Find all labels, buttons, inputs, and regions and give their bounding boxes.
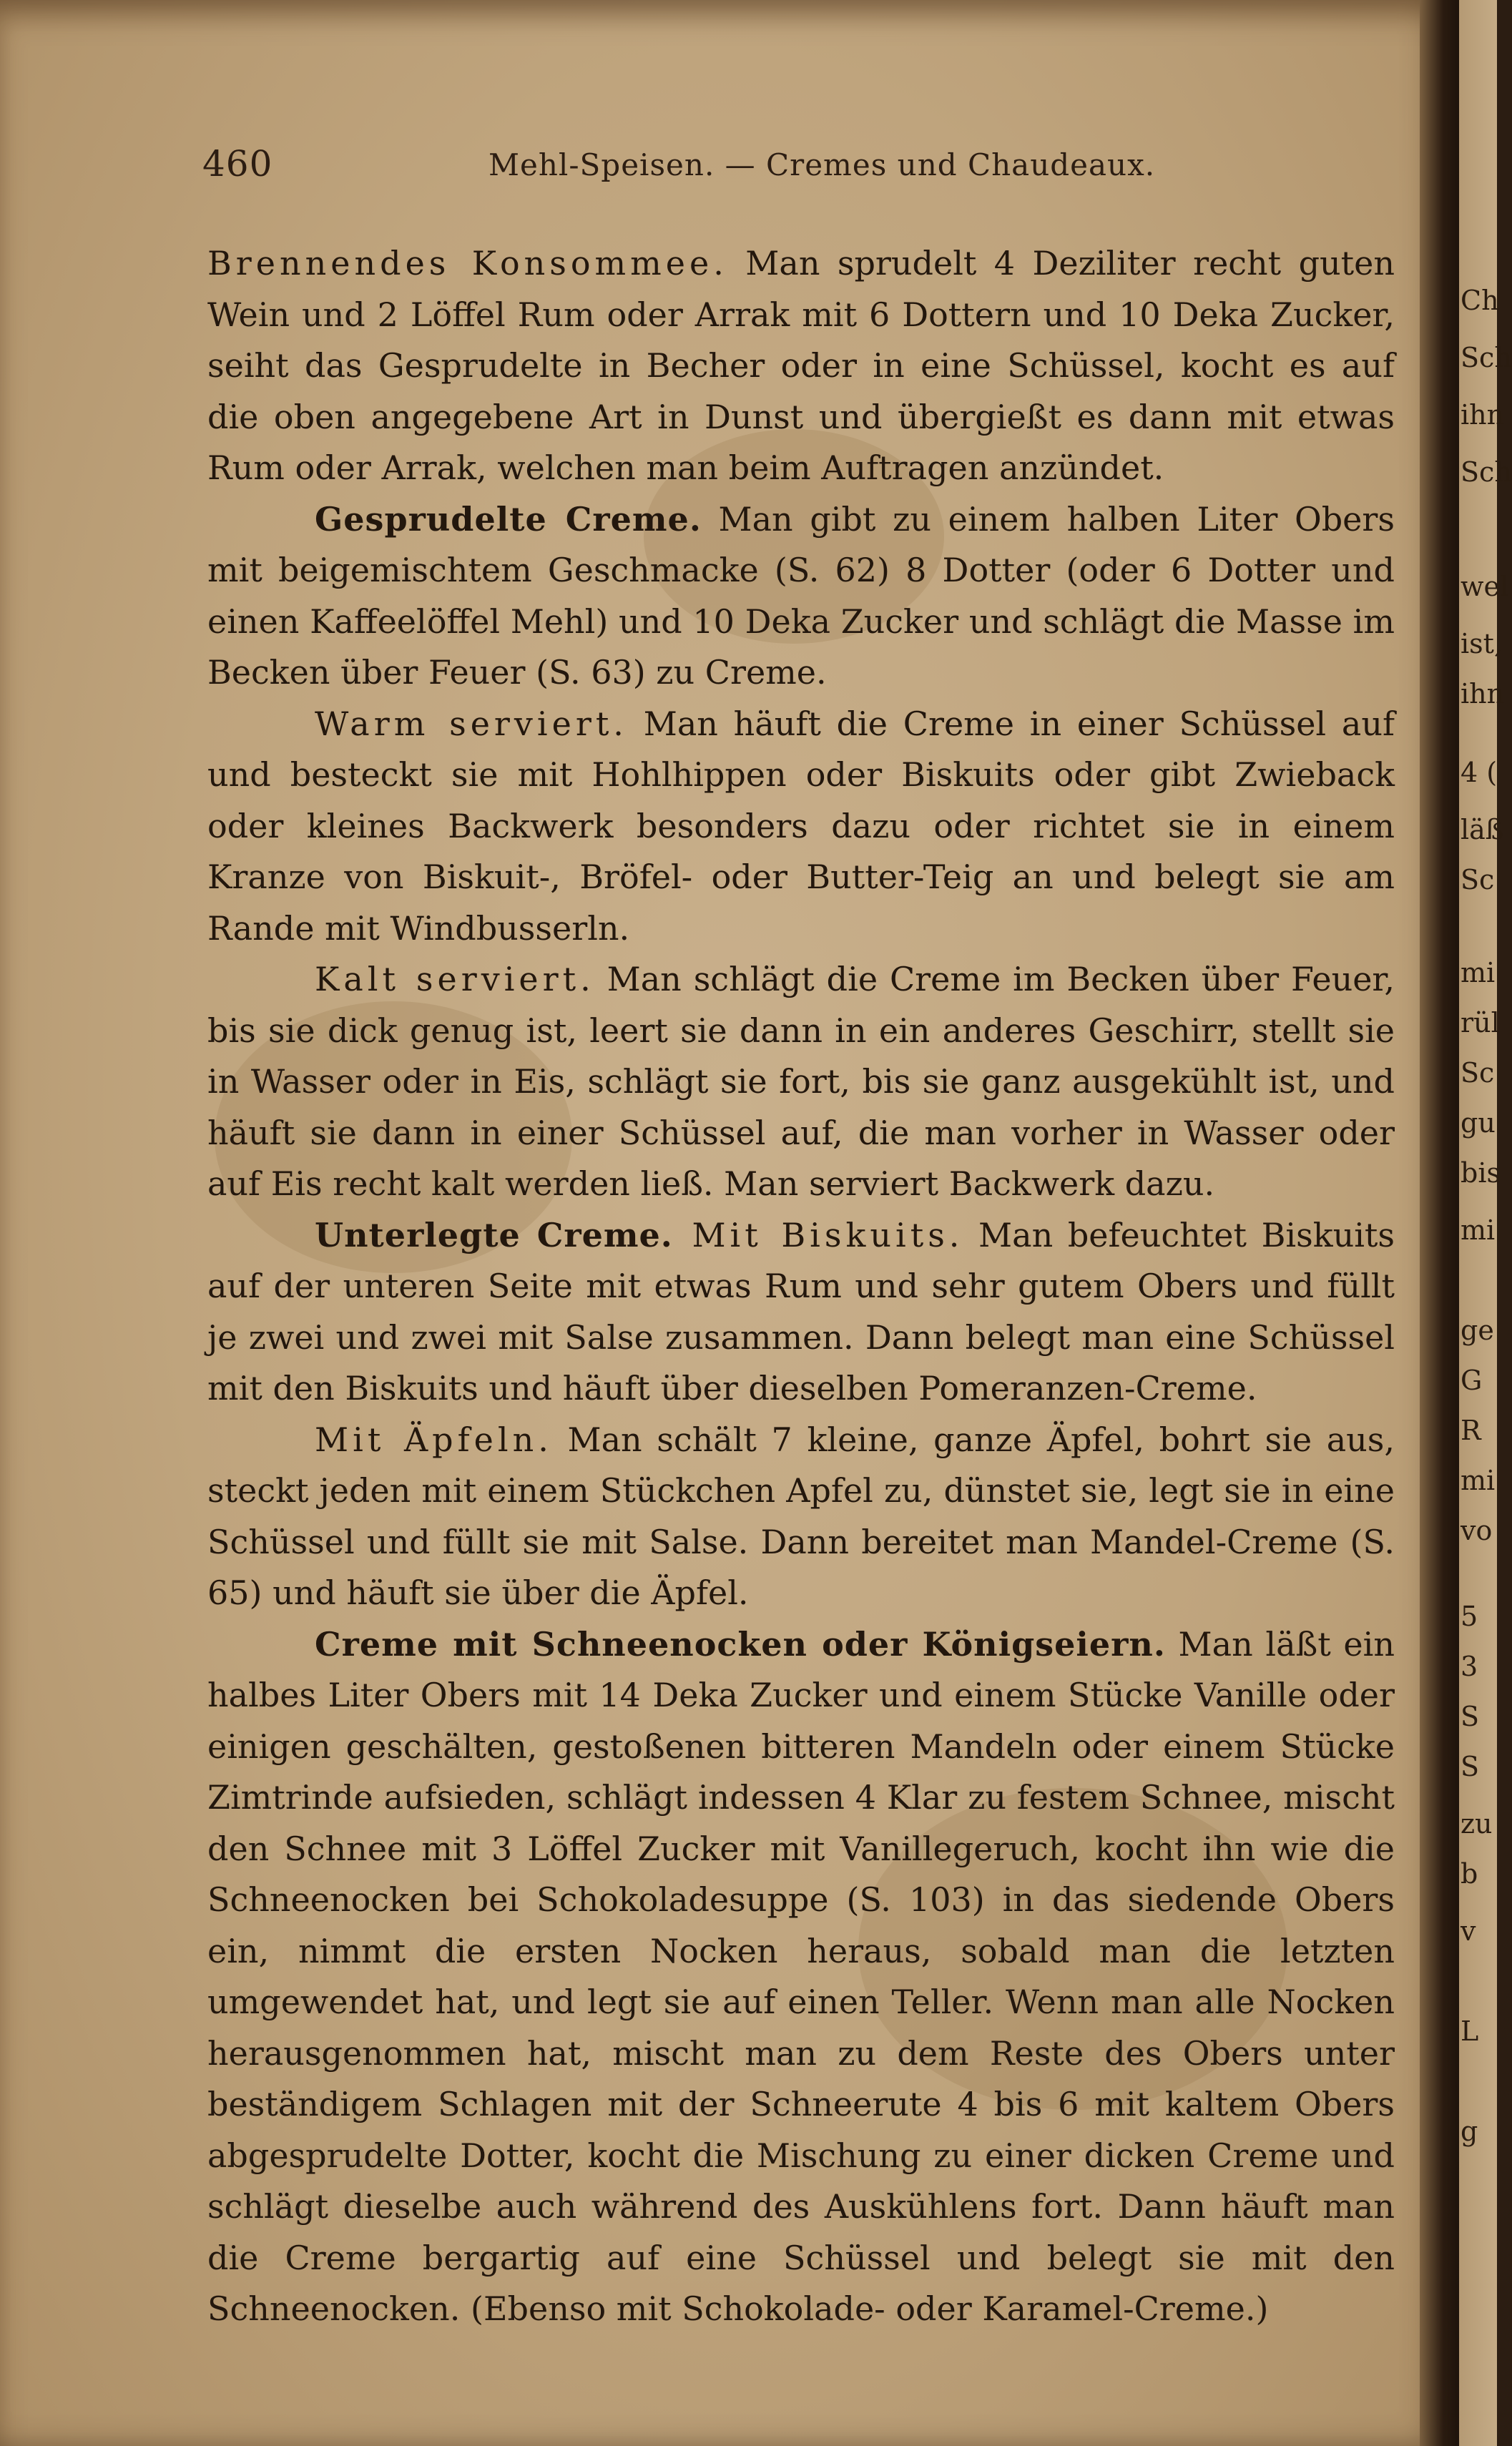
page-header	[202, 143, 1390, 193]
paragraph-text: Man gibt zu einem halben Liter Obers mit beigemischtem Geschmacke (S. 62) 8 Dotter (oder 6 Dotter und einen Kaffeelöffel Mehl) und 10 Deka Zucker und schlägt die Masse im Becken über Feuer (S. 63) zu Creme.	[207, 499, 1395, 692]
paragraph-heading: Gesprudelte Creme.	[315, 499, 702, 539]
next-page-fragment: G	[1461, 1365, 1483, 1396]
paragraph-brennendes-konsommee	[207, 238, 1395, 494]
next-page-fragment: g	[1461, 2116, 1478, 2147]
paragraph-lead: Warm serviert.	[315, 704, 628, 743]
next-page-fragment: gu	[1461, 1107, 1496, 1139]
paragraph-warm-serviert	[207, 699, 1395, 955]
next-page-fragment: ge	[1461, 1315, 1494, 1346]
next-page-fragment: mi	[1461, 1465, 1496, 1496]
next-page-fragment: wel	[1461, 571, 1509, 602]
next-page-edge	[1459, 0, 1512, 2446]
next-page-fragment: Sc	[1461, 1057, 1495, 1089]
next-page-fragment: 3	[1461, 1651, 1478, 1682]
body-text	[207, 238, 1395, 2335]
next-page-fragment: R	[1461, 1415, 1481, 1446]
next-page-fragment: 4 (	[1461, 757, 1498, 788]
next-page-fragment: S	[1461, 1751, 1480, 1782]
paragraph-gesprudelte-creme	[207, 494, 1395, 699]
next-page-fragment: Sch	[1461, 342, 1512, 373]
paragraph-mit-aepfeln	[207, 1415, 1395, 1619]
paragraph-lead: Brennendes Konsommee.	[207, 244, 728, 283]
next-page-fragment: bis	[1461, 1157, 1501, 1189]
next-page-fragment: vo	[1461, 1515, 1493, 1546]
paragraph-lead: Kalt serviert.	[315, 960, 595, 998]
running-title: Mehl-Speisen. — Cremes und Chaudeaux.	[489, 147, 1156, 182]
paragraph-text: Man läßt ein halbes Liter Obers mit 14 Deka Zucker und einem Stücke Vanille oder einigen geschälten, gestoßenen bitteren Mandeln oder einem Stücke Zimtrinde aufsieden, schlägt indessen 4 Klar zu festem Schnee, mischt den Schnee mit 3 Löffel Zucker mit Vanillegeruch, kocht ihn wie die Schneenocken bei Schokoladesuppe (S. 103) in das siedende Obers ein, nimmt die ersten Nocken heraus, sobald man die letzten umgewendet hat, und legt sie auf einen Teller. Wenn man alle Nocken herausgenommen hat, mischt man zu dem Reste des Obers unter beständigem Schlagen mit der Schneerute 4 bis 6 mit kaltem Obers abgesprudelte Dotter, kocht die Mischung zu einer dicken Creme und schlägt dieselbe auch während des Auskühlens fort. Dann häuft man die Creme bergartig auf eine Schüssel und belegt sie mit den Schneenocken. (Ebenso mit Schokolade- oder Karamel-Creme.)	[207, 1624, 1395, 2328]
next-page-fragment: S	[1461, 1701, 1480, 1732]
next-page-fragment: mi	[1461, 1214, 1496, 1246]
next-page-fragment: b	[1461, 1858, 1478, 1890]
page-number: 460	[202, 143, 273, 185]
next-page-fragment: rül	[1461, 1007, 1500, 1038]
paragraph-heading: Unterlegte Creme.	[315, 1215, 673, 1254]
next-page-fragment: v	[1461, 1915, 1476, 1947]
paragraph-creme-mit-schneenocken	[207, 1619, 1395, 2335]
paragraph-heading: Creme mit Schneenocken oder Königseiern.	[315, 1624, 1166, 1664]
next-page-fragment: ist,	[1461, 628, 1503, 659]
next-page-fragment: zu	[1461, 1808, 1493, 1840]
next-page-fragment: mi	[1461, 957, 1496, 988]
next-page-fragment: ihn	[1461, 399, 1505, 431]
next-page-fragment: Sc	[1461, 864, 1495, 895]
paragraph-subheading: Mit Biskuits.	[672, 1215, 964, 1254]
paragraph-lead: Mit Äpfeln.	[315, 1420, 553, 1459]
next-page-fragment: 5	[1461, 1601, 1478, 1632]
paragraph-text: Man befeuchtet Biskuits auf der unteren Seite mit etwas Rum und sehr gutem Obers und füllt je zwei und zwei mit Salse zusammen. Dann belegt man eine Schüssel mit den Biskuits und häuft über dieselben Pomeranzen-Creme.	[207, 1215, 1395, 1408]
next-page-fragment: Sch	[1461, 456, 1512, 488]
next-page-fragment: läß	[1461, 814, 1504, 845]
paragraph-text: Man häuft die Creme in einer Schüssel auf und besteckt sie mit Hohlhippen oder Biskuits oder gibt Zwieback oder kleines Backwerk besonders dazu oder richtet sie in einem Kranze von Biskuit-, Bröfel- oder Butter-Teig an und belegt sie am Rande mit Windbusserln.	[207, 704, 1395, 948]
paragraph-text: Man schlägt die Creme im Becken über Feuer, bis sie dick genug ist, leert sie dann in ein anderes Geschirr, stellt sie in Wasser oder in Eis, schlägt sie fort, bis sie ganz ausgekühlt ist, und häuft sie dann in einer Schüssel auf, die man vorher in Wasser oder auf Eis recht kalt werden ließ. Man serviert Backwerk dazu.	[207, 960, 1395, 1203]
next-page-fragment: Ch	[1461, 285, 1499, 316]
next-page-fragment: ihn	[1461, 678, 1505, 709]
book-gutter	[1420, 0, 1459, 2446]
paragraph-text: Man schält 7 kleine, ganze Äpfel, bohrt sie aus, steckt jeden mit einem Stückchen Apfel zu, dünstet sie, legt sie in eine Schüssel und füllt sie mit Salse. Dann bereitet man Mandel-Creme (S. 65) und häuft sie über die Äpfel.	[207, 1420, 1395, 1612]
paragraph-text: Man sprudelt 4 Deziliter recht guten Wein und 2 Löffel Rum oder Arrak mit 6 Dottern und 10 Deka Zucker, seiht das Gesprudelte in Becher oder in eine Schüssel, kocht es auf die oben angegebene Art in Dunst und übergießt es dann mit etwas Rum oder Arrak, welchen man beim Auftragen anzündet.	[207, 244, 1395, 487]
paragraph-unterlegte-creme	[207, 1210, 1395, 1415]
next-page-fragment: L	[1461, 2015, 1479, 2047]
paragraph-kalt-serviert	[207, 954, 1395, 1210]
